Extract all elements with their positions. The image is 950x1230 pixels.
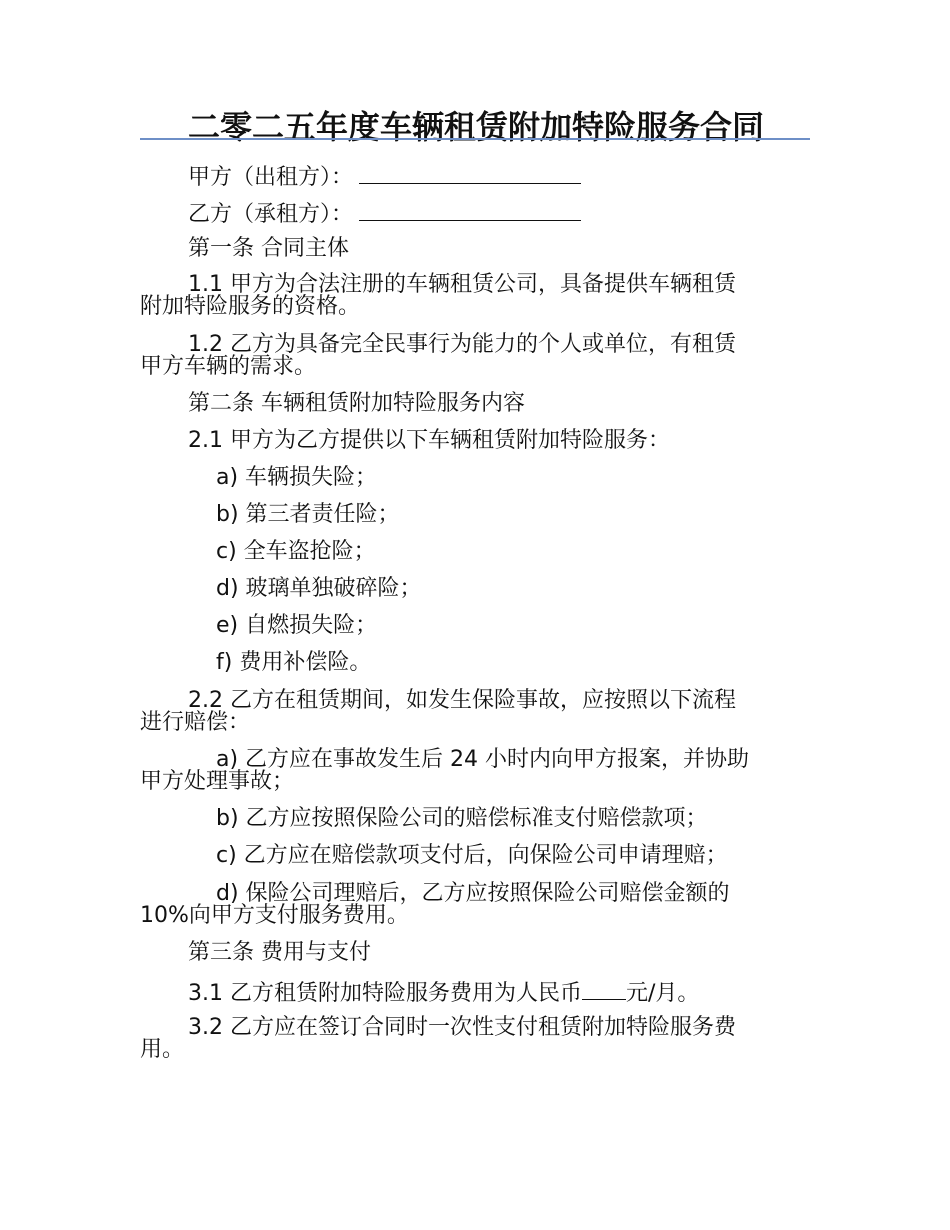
procedure-a-line2: 甲方处理事故； [140,769,295,794]
clause-1-2-line2: 甲方车辆的需求。 [140,354,317,379]
procedure-b: b) 乙方应按照保险公司的赔偿标准支付赔偿款项； [216,806,708,831]
list-item: e) 自燃损失险； [216,613,378,638]
procedure-d-line1: d) 保险公司理赔后，乙方应按照保险公司赔偿金额的 [216,881,730,906]
fee-amount-blank[interactable] [582,979,626,1000]
contract-title: 二零二五年度车辆租赁附加特险服务合同 [188,108,765,146]
party-b-label: 乙方（承租方）： [188,202,354,227]
clause-3-2-line2: 用。 [140,1037,185,1062]
list-item: a) 车辆损失险； [216,465,378,490]
clause-2-2-line2: 进行赔偿： [140,710,251,735]
party-a-label: 甲方（出租方）： [188,165,354,190]
list-item: d) 玻璃单独破碎险； [216,576,422,601]
party-a-blank[interactable] [359,163,581,184]
clause-1-1-line2: 附加特险服务的资格。 [140,294,361,319]
party-a-line [188,163,581,190]
clause-2-1: 2.1 甲方为乙方提供以下车辆租赁附加特险服务： [188,428,670,453]
article-2-heading: 第二条 车辆租赁附加特险服务内容 [188,391,525,416]
party-b-blank[interactable] [359,200,581,221]
title-underline [140,138,810,140]
party-b-line [188,200,581,227]
clause-3-1 [188,979,699,1006]
procedure-a-line1: a) 乙方应在事故发生后 24 小时内向甲方报案，并协助 [216,747,750,772]
list-item: f) 费用补偿险。 [216,650,372,675]
clause-1-1-line1: 1.1 甲方为合法注册的车辆租赁公司，具备提供车辆租赁 [188,272,736,297]
clause-3-1-prefix: 3.1 乙方租赁附加特险服务费用为人民币 [188,981,582,1006]
clause-3-2-line1: 3.2 乙方应在签订合同时一次性支付租赁附加特险服务费 [188,1015,736,1040]
clause-2-2-line1: 2.2 乙方在租赁期间，如发生保险事故，应按照以下流程 [188,688,736,713]
list-item: c) 全车盗抢险； [216,539,376,564]
article-1-heading: 第一条 合同主体 [188,236,349,261]
list-item: b) 第三者责任险； [216,502,400,527]
procedure-c: c) 乙方应在赔偿款项支付后，向保险公司申请理赔； [216,843,728,868]
article-3-heading: 第三条 费用与支付 [188,940,371,965]
procedure-d-line2: 10%向甲方支付服务费用。 [140,903,409,928]
clause-1-2-line1: 1.2 乙方为具备完全民事行为能力的个人或单位，有租赁 [188,332,736,357]
clause-3-1-suffix: 元/月。 [625,981,700,1006]
